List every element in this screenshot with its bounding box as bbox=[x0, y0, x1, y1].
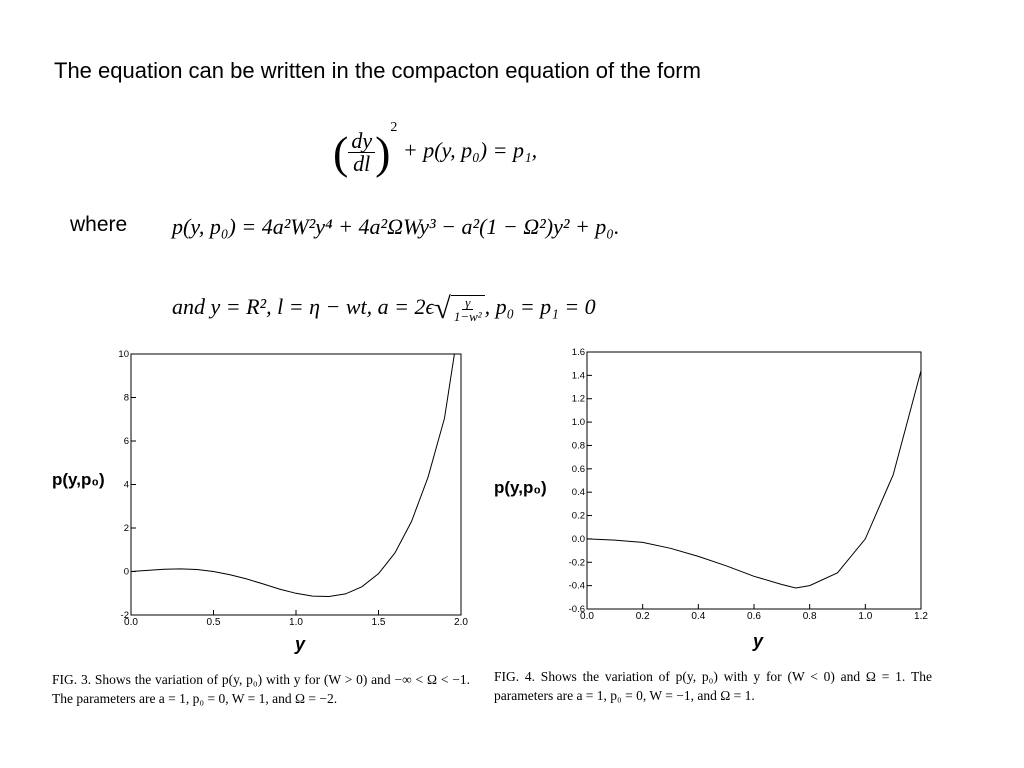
fig3-caption: FIG. 3. Shows the variation of p(y, p₀) with y for (W > 0) and −∞ < Ω < −1. The parameters are a = 1, p₀ = 0, W = 1, and Ω = −2. bbox=[52, 672, 470, 706]
y-tick-label: 4 bbox=[123, 479, 129, 491]
derivative-numerator: dy bbox=[348, 130, 375, 153]
y-tick-label: 0 bbox=[123, 566, 129, 578]
y-tick-label: 6 bbox=[123, 436, 129, 447]
plot-frame bbox=[587, 352, 921, 609]
x-tick-label: 0.5 bbox=[206, 617, 221, 628]
right-paren: ) bbox=[375, 127, 391, 178]
derivative-exponent: 2 bbox=[390, 120, 398, 136]
y-tick-label: 10 bbox=[118, 349, 129, 360]
y-tick-label: 0.8 bbox=[571, 440, 585, 452]
x-tick-label: 2.0 bbox=[454, 617, 468, 628]
x-tick-label: 0.0 bbox=[124, 617, 138, 628]
y-tick-label: 0.2 bbox=[571, 510, 585, 522]
y-tick-label: 1.6 bbox=[571, 347, 585, 358]
y-tick-label: 0.0 bbox=[571, 533, 585, 545]
x-tick-label: 1.5 bbox=[371, 617, 386, 628]
x-tick-label: 1.0 bbox=[289, 617, 303, 628]
sqrt-numerator: γ bbox=[462, 296, 473, 310]
x-tick-label: 1.2 bbox=[914, 611, 928, 622]
x-tick-label: 1.0 bbox=[858, 611, 873, 622]
x-axis-label: y bbox=[752, 631, 764, 651]
y-tick-label: 2 bbox=[123, 523, 129, 534]
y-tick-label: 0.6 bbox=[571, 463, 585, 475]
fig4-chart bbox=[550, 343, 940, 655]
compacton-equation bbox=[333, 120, 538, 179]
plot-frame bbox=[131, 354, 461, 615]
x-tick-label: 0.0 bbox=[580, 611, 594, 622]
fig3-y-axis-label: p(y,p₀) bbox=[52, 470, 105, 489]
y-tick-label: 1.2 bbox=[571, 393, 585, 405]
x-tick-label: 0.6 bbox=[747, 611, 761, 622]
x-tick-label: 0.4 bbox=[691, 611, 706, 622]
y-tick-label: -0.4 bbox=[568, 580, 585, 592]
x-axis-label: y bbox=[294, 634, 306, 654]
sqrt-denominator: 1−w² bbox=[453, 309, 482, 324]
y-tick-label: -0.2 bbox=[568, 557, 585, 569]
series-line bbox=[587, 371, 921, 588]
y-tick-label: 1.0 bbox=[571, 417, 585, 429]
fig4-caption: FIG. 4. Shows the variation of p(y, p₀) with y for (W < 0) and Ω = 1. The parameters are a = 1, p₀ = 0, W = −1, and Ω = 1. bbox=[494, 669, 932, 703]
eq1-rhs: + p(y, p₀) = p₁, bbox=[402, 137, 538, 163]
fig4-y-axis-label: p(y,p₀) bbox=[494, 478, 547, 497]
eq3-left: and y = R², l = η − wt, a = 2ϵ bbox=[172, 294, 435, 320]
x-tick-label: 0.2 bbox=[635, 611, 650, 622]
where-label: where bbox=[70, 213, 128, 236]
intro-text: The equation can be written in the compacton equation of the form bbox=[54, 58, 701, 83]
x-tick-label: 0.8 bbox=[802, 611, 817, 622]
parameter-definitions: and y = R², l = η − wt, a = 2ϵ√ $\frac{\gamma}{\text{1−w²}}$ , p₀ = p₁ = 0 bbox=[172, 292, 596, 325]
eq3-right: , p₀ = p₁ = 0 bbox=[484, 294, 596, 320]
derivative-fraction bbox=[348, 130, 375, 175]
y-tick-label: -2 bbox=[120, 610, 129, 621]
y-tick-label: -0.6 bbox=[568, 604, 585, 615]
left-paren: ( bbox=[333, 127, 349, 178]
potential-equation: p(y, p₀) = 4a²W²y⁴ + 4a²ΩWy³ − a²(1 − Ω²)y² + p₀. bbox=[172, 214, 620, 239]
y-tick-label: 1.4 bbox=[571, 370, 585, 382]
y-tick-label: 0.4 bbox=[571, 487, 585, 499]
sqrt-fraction bbox=[451, 295, 485, 323]
y-tick-label: 8 bbox=[123, 392, 129, 404]
fig3-chart bbox=[100, 345, 480, 655]
series-line bbox=[131, 354, 454, 597]
derivative-denominator: dl bbox=[353, 151, 371, 176]
